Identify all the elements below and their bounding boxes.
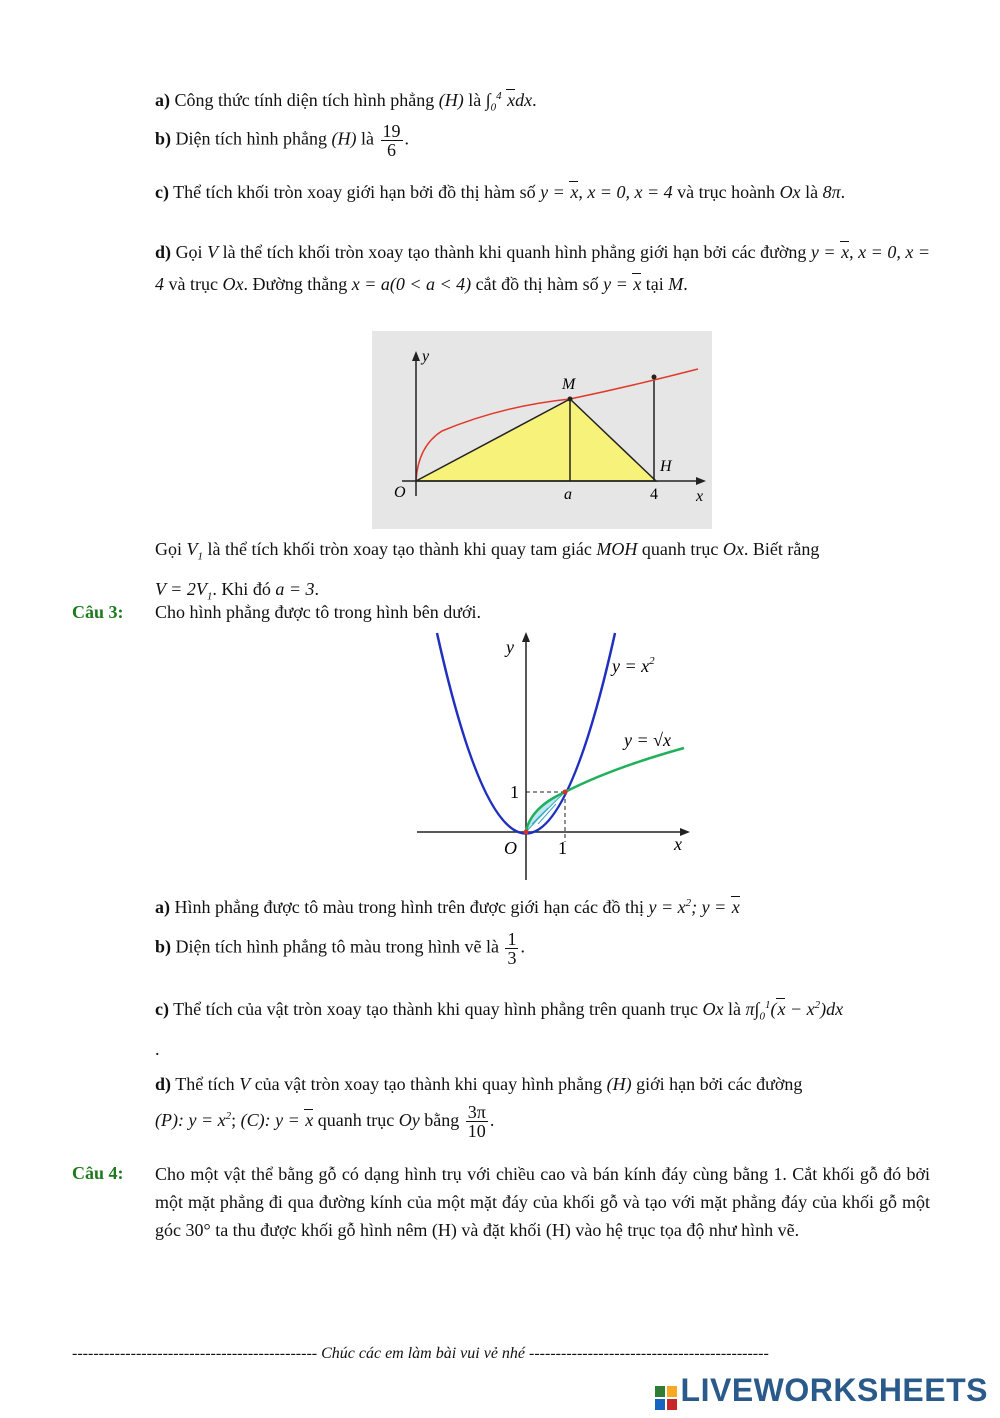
q3-statement-c: c) Thể tích của vật tròn xoay tạo thành khi quay hình phẳng trên quanh trục Ox là $\pi\int_0^1(x - x^2)dx$ .: [155, 999, 844, 1059]
q2-conclusion: Gọi $V_1$ là thể tích khối tròn xoay tạo thành khi quay tam giác MOH quanh trục Ox. Biết rằng $V = 2V_1$. Khi đó a = 3.: [155, 539, 820, 603]
liveworksheets-icon: [655, 1381, 677, 1405]
statement-label: d): [155, 242, 172, 262]
statement-label: a): [155, 90, 170, 110]
q3-statement-a: a) Hình phẳng được tô màu trong hình trên được giới hạn các đồ thị $y = x^2$; y = x: [155, 897, 740, 917]
statement-label: c): [155, 999, 169, 1019]
curve-label-sqrt: y = √x: [624, 730, 672, 750]
question-label: Câu 4:: [72, 1163, 124, 1183]
tick-label-x1: 1: [558, 838, 567, 858]
tick-label-y1: 1: [510, 782, 519, 802]
footer-message: ---------------------------------------------- Chúc các em làm bài vui vẻ nhé ---------------------------------------------: [72, 1345, 769, 1362]
brand-logo: LIVEWORKSHEETS: [655, 1372, 988, 1409]
curve-label-parabola: $y = x^2$: [612, 655, 655, 676]
statement-text: Công thức tính diện tích hình phẳng: [174, 90, 435, 110]
statement-label: a): [155, 897, 170, 917]
q3-intro: Cho hình phẳng được tô trong hình bên dưới.: [155, 602, 482, 622]
point-label-m: M: [562, 376, 576, 393]
axis-label-y: y: [506, 637, 514, 657]
q2-statement-b: b) Diện tích hình phẳng (H) là $\frac{19}{6}$ .: [155, 121, 409, 160]
origin-label: O: [504, 838, 517, 858]
axis-label-x: x: [674, 834, 682, 854]
axis-label-y: y: [422, 348, 430, 365]
statement-text: Diện tích hình phẳng: [175, 128, 327, 149]
q3-statement-b: b) Diện tích hình phẳng tô màu trong hình vẽ là $\frac{1}{3}$ .: [155, 929, 525, 968]
figure-triangle-moh: [372, 331, 712, 529]
statement-label: d): [155, 1074, 172, 1094]
q2-statement-c: c) Thể tích khối tròn xoay giới hạn bởi đồ thị hàm số y = x, x = 0, x = 4 và trục hoành Ox là 8π.: [155, 182, 846, 202]
tick-label-4: 4: [650, 486, 658, 503]
q2-statement-d: d) Gọi V là thể tích khối tròn xoay tạo thành khi quanh hình phẳng giới hạn bởi các đường y = x, x = 0, x = 4 và trục Ox. Đường thẳng x = a(0 < a < 4) cắt đồ thị hàm số y = x tại M.: [155, 242, 931, 294]
q2-statement-a: a) Công thức tính diện tích hình phẳng (H) là $\int_0^4$ xdx.: [155, 90, 537, 114]
point-label-h: H: [660, 458, 672, 475]
statement-label: c): [155, 182, 169, 202]
statement-label: b): [155, 936, 172, 957]
q3-statement-d: d) Thể tích V của vật tròn xoay tạo thành khi quay hình phẳng (H) giới hạn bởi các đường (P): $y = x^2$; (C): y = x quanh trục Oy bằng $\frac{3\pi}{10}$ .: [155, 1074, 803, 1142]
point-label-o: O: [394, 484, 406, 501]
axis-label-x: x: [696, 488, 704, 505]
figure-parabola-sqrt: [412, 628, 702, 883]
q4-text: Cho một vật thể bằng gỗ có dạng hình trụ với chiều cao và bán kính đáy cùng bằng 1. Cắt khối gỗ đó bởi một mặt phẳng đi qua đường kính của một mặt đáy của khối gỗ và tạo với mặt phẳng đáy của khối gỗ một góc 30° ta thu được khối gỗ hình nêm (H) và đặt khối (H) vào hệ trục tọa độ như hình vẽ.: [155, 1164, 930, 1240]
question-label: Câu 3:: [72, 602, 124, 622]
tick-label-a: a: [564, 486, 572, 503]
statement-text: Thể tích khối tròn xoay giới hạn bởi đồ thị hàm số: [173, 182, 536, 202]
statement-label: b): [155, 128, 172, 149]
